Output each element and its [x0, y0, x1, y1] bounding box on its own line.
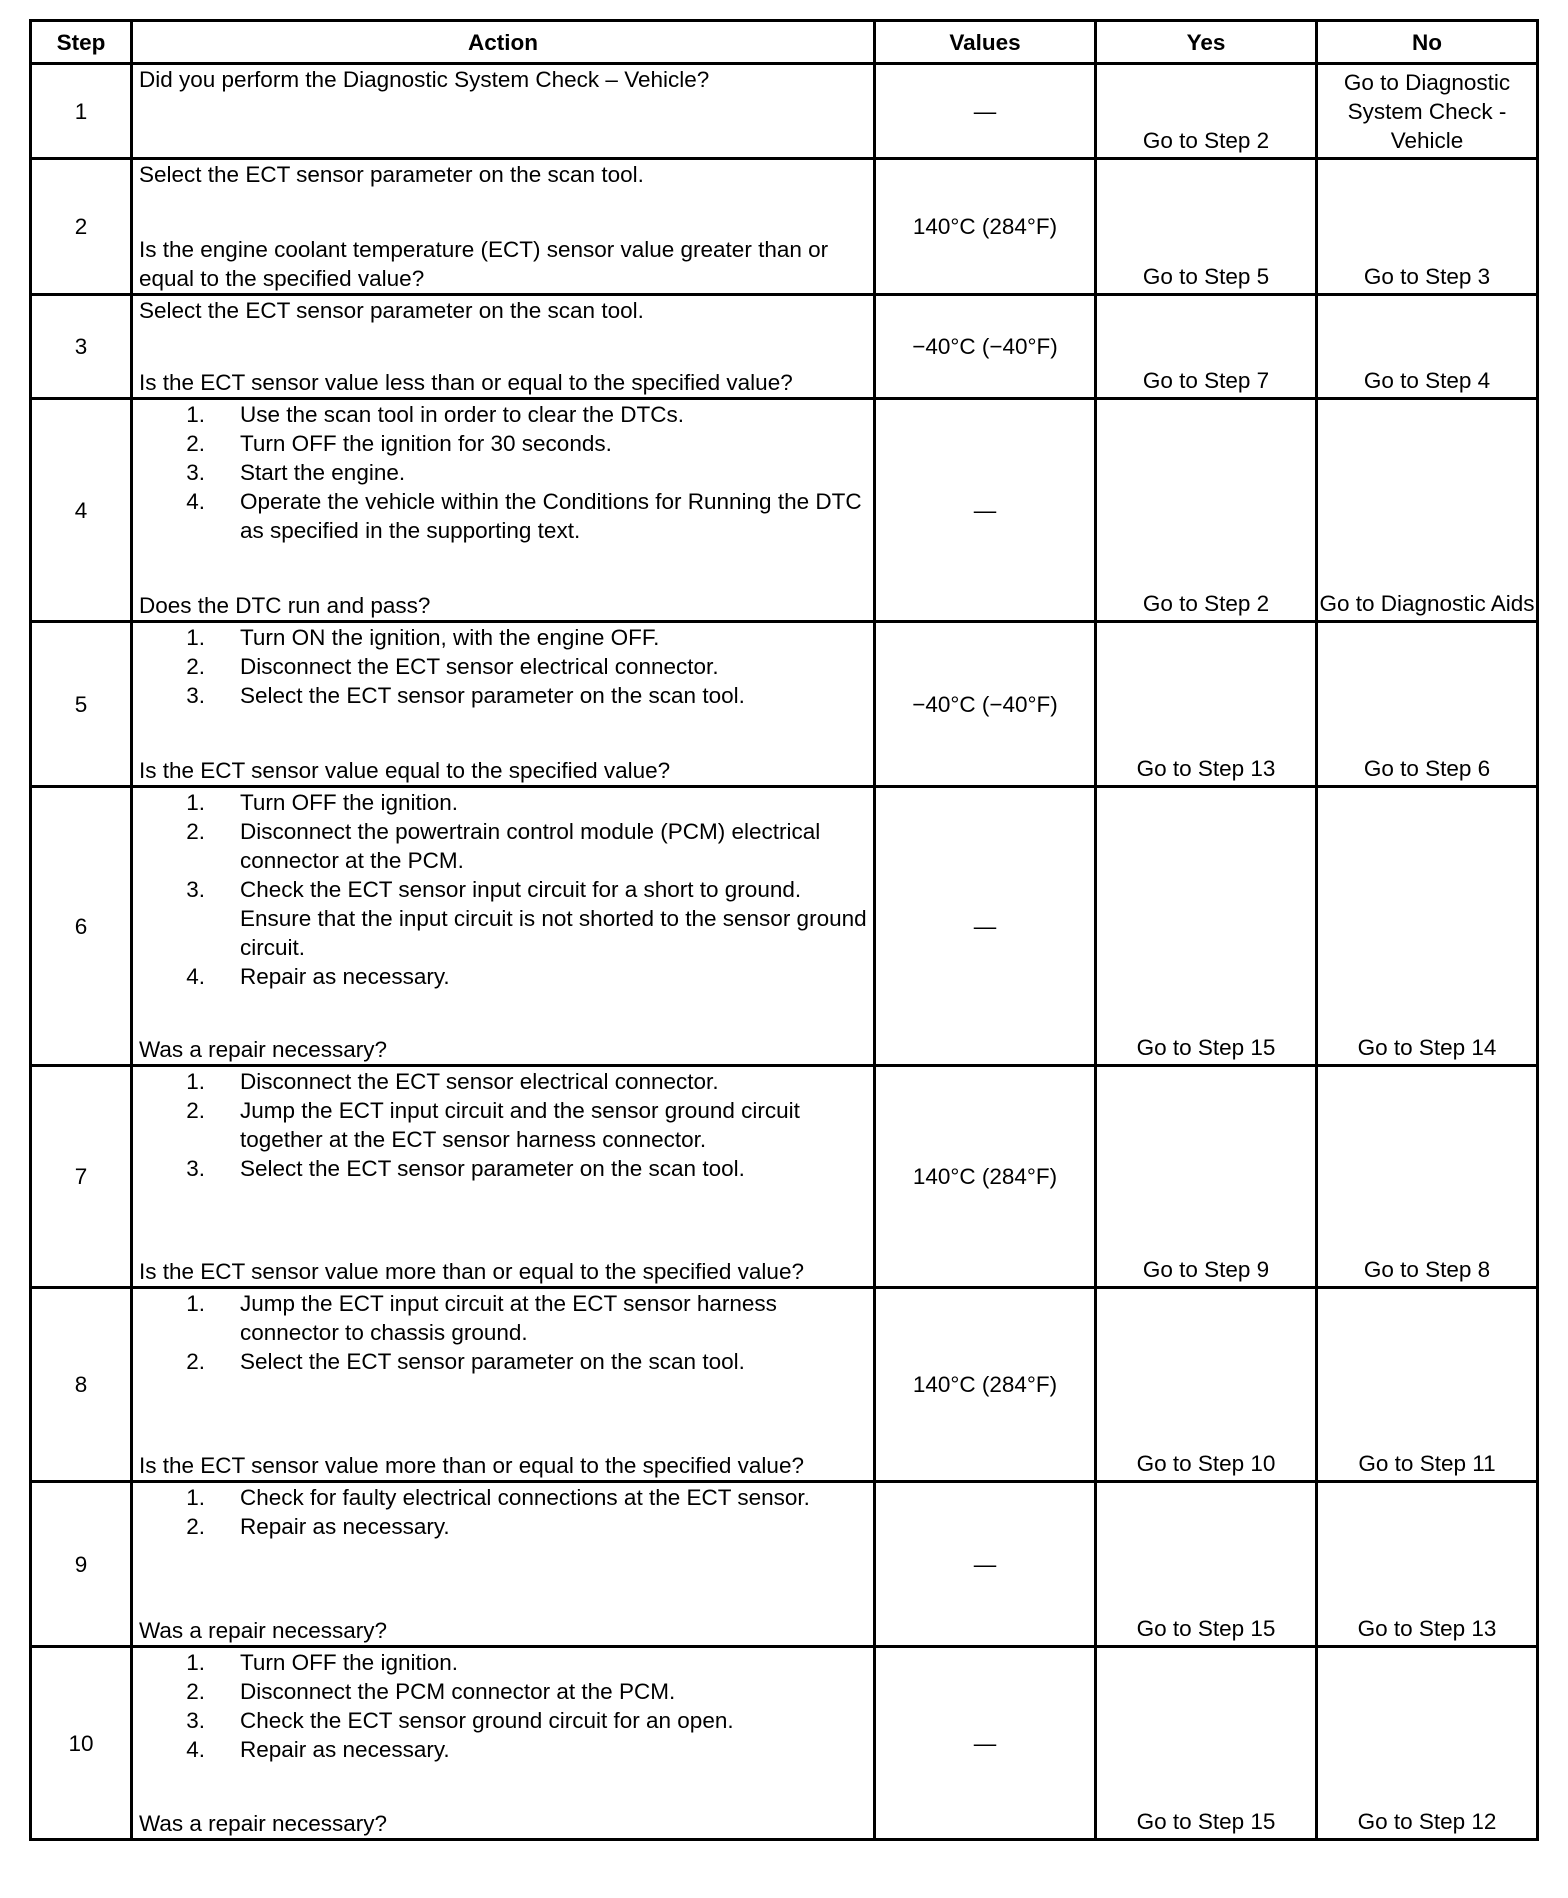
- action-step-item: [139, 1289, 869, 1347]
- item-number: 1.: [186, 1650, 205, 1675]
- no-cell: Go to Step 14: [1317, 787, 1538, 1066]
- table-row: [31, 159, 1538, 295]
- action-step-item: [139, 1483, 869, 1512]
- item-text: Disconnect the ECT sensor electrical connector.: [240, 1069, 719, 1094]
- action-step-item: [139, 623, 869, 652]
- value-cell: —: [875, 787, 1096, 1066]
- item-number: 3.: [186, 683, 205, 708]
- action-step-item: [139, 1154, 869, 1183]
- item-text: Turn OFF the ignition.: [240, 1650, 459, 1675]
- action-step-item: [139, 458, 869, 487]
- no-cell: Go to Step 12: [1317, 1647, 1538, 1840]
- value-cell: —: [875, 399, 1096, 622]
- item-text: Select the ECT sensor parameter on the scan tool.: [240, 1156, 745, 1181]
- item-number: 1.: [186, 1069, 205, 1094]
- item-text: Select the ECT sensor parameter on the scan tool.: [240, 683, 745, 708]
- item-number: 2.: [186, 1349, 205, 1374]
- table-row: [31, 64, 1538, 159]
- table-row: [31, 1288, 1538, 1482]
- yes-cell: Go to Step 15: [1096, 787, 1317, 1066]
- no-cell: Go to Diagnostic System Check - Vehicle: [1317, 64, 1538, 159]
- table-row: [31, 399, 1538, 622]
- action-intro: Did you perform the Diagnostic System Check – Vehicle?: [139, 67, 710, 92]
- value-cell: −40°C (−40°F): [875, 622, 1096, 787]
- table-row: [31, 622, 1538, 787]
- no-cell: Go to Step 8: [1317, 1066, 1538, 1288]
- step-number: 4: [31, 399, 132, 622]
- table-row: [31, 295, 1538, 399]
- action-cell: [132, 1066, 875, 1288]
- step-number: 9: [31, 1482, 132, 1647]
- item-number: 4.: [186, 489, 205, 514]
- action-step-item: [139, 1677, 869, 1706]
- action-question: Was a repair necessary?: [139, 1618, 388, 1643]
- header-values: Values: [875, 21, 1096, 64]
- value-cell: 140°C (284°F): [875, 1066, 1096, 1288]
- item-text: Turn OFF the ignition for 30 seconds.: [240, 431, 612, 456]
- action-cell: [132, 787, 875, 1066]
- action-cell: [132, 1647, 875, 1840]
- action-cell: [132, 399, 875, 622]
- header-step: Step: [31, 21, 132, 64]
- action-cell: [132, 1482, 875, 1647]
- step-number: 10: [31, 1647, 132, 1840]
- step-number: 1: [31, 64, 132, 159]
- item-text: Jump the ECT input circuit at the ECT sensor harness connector to chassis ground.: [240, 1291, 777, 1345]
- header-yes: Yes: [1096, 21, 1317, 64]
- no-cell: Go to Step 4: [1317, 295, 1538, 399]
- value-cell: 140°C (284°F): [875, 159, 1096, 295]
- action-cell: [132, 159, 875, 295]
- action-question: Is the engine coolant temperature (ECT) sensor value greater than or equal to the specified value?: [139, 237, 829, 291]
- step-number: 7: [31, 1066, 132, 1288]
- item-number: 1.: [186, 1291, 205, 1316]
- no-cell: Go to Step 13: [1317, 1482, 1538, 1647]
- item-text: Turn ON the ignition, with the engine OFF.: [240, 625, 660, 650]
- no-cell: Go to Step 3: [1317, 159, 1538, 295]
- item-number: 2.: [186, 654, 205, 679]
- yes-cell: Go to Step 2: [1096, 64, 1317, 159]
- action-question: Does the DTC run and pass?: [139, 593, 431, 618]
- table-row: [31, 787, 1538, 1066]
- action-step-item: [139, 788, 869, 817]
- action-step-item: [139, 681, 869, 710]
- action-step-item: [139, 652, 869, 681]
- yes-cell: Go to Step 7: [1096, 295, 1317, 399]
- no-cell: Go to Step 11: [1317, 1288, 1538, 1482]
- item-text: Select the ECT sensor parameter on the scan tool.: [240, 1349, 745, 1374]
- item-number: 2.: [186, 431, 205, 456]
- table-row: [31, 1066, 1538, 1288]
- action-question: Is the ECT sensor value more than or equal to the specified value?: [139, 1259, 804, 1284]
- header-action: Action: [132, 21, 875, 64]
- header-row: [31, 21, 1538, 64]
- item-number: 2.: [186, 819, 205, 844]
- action-step-item: [139, 487, 869, 545]
- item-text: Operate the vehicle within the Conditions for Running the DTC as specified in the supporting text.: [240, 489, 862, 543]
- item-number: 3.: [186, 1708, 205, 1733]
- value-cell: —: [875, 64, 1096, 159]
- no-cell: Go to Diagnostic Aids: [1317, 399, 1538, 622]
- action-step-item: [139, 1347, 869, 1376]
- diagnostic-table: [29, 19, 1539, 1841]
- item-text: Check the ECT sensor ground circuit for an open.: [240, 1708, 734, 1733]
- item-number: 1.: [186, 1485, 205, 1510]
- header-no: No: [1317, 21, 1538, 64]
- item-text: Repair as necessary.: [240, 1514, 450, 1539]
- yes-cell: Go to Step 5: [1096, 159, 1317, 295]
- action-step-item: [139, 429, 869, 458]
- item-number: 3.: [186, 877, 205, 902]
- step-number: 8: [31, 1288, 132, 1482]
- item-number: 2.: [186, 1514, 205, 1539]
- yes-cell: Go to Step 15: [1096, 1482, 1317, 1647]
- item-text: Check for faulty electrical connections at the ECT sensor.: [240, 1485, 810, 1510]
- action-step-item: [139, 875, 869, 962]
- step-number: 3: [31, 295, 132, 399]
- action-question: Is the ECT sensor value more than or equal to the specified value?: [139, 1453, 804, 1478]
- action-cell: [132, 622, 875, 787]
- value-cell: 140°C (284°F): [875, 1288, 1096, 1482]
- yes-cell: Go to Step 13: [1096, 622, 1317, 787]
- item-text: Disconnect the ECT sensor electrical connector.: [240, 654, 719, 679]
- action-step-item: [139, 1512, 869, 1541]
- item-number: 3.: [186, 460, 205, 485]
- action-step-item: [139, 1648, 869, 1677]
- value-cell: —: [875, 1482, 1096, 1647]
- action-step-item: [139, 1706, 869, 1735]
- action-step-item: [139, 1096, 869, 1154]
- value-cell: —: [875, 1647, 1096, 1840]
- item-text: Disconnect the powertrain control module (PCM) electrical connector at the PCM.: [240, 819, 821, 873]
- step-number: 2: [31, 159, 132, 295]
- item-number: 4.: [186, 1737, 205, 1762]
- item-number: 1.: [186, 402, 205, 427]
- action-step-item: [139, 817, 869, 875]
- action-question: Is the ECT sensor value less than or equal to the specified value?: [139, 370, 793, 395]
- action-intro: Select the ECT sensor parameter on the scan tool.: [139, 298, 644, 323]
- item-text: Start the engine.: [240, 460, 406, 485]
- step-number: 5: [31, 622, 132, 787]
- item-number: 4.: [186, 964, 205, 989]
- table-row: [31, 1482, 1538, 1647]
- item-text: Turn OFF the ignition.: [240, 790, 459, 815]
- yes-cell: Go to Step 10: [1096, 1288, 1317, 1482]
- item-text: Repair as necessary.: [240, 964, 450, 989]
- item-number: 2.: [186, 1679, 205, 1704]
- step-number: 6: [31, 787, 132, 1066]
- action-cell: [132, 1288, 875, 1482]
- item-number: 1.: [186, 790, 205, 815]
- item-number: 2.: [186, 1098, 205, 1123]
- item-text: Repair as necessary.: [240, 1737, 450, 1762]
- action-step-item: [139, 400, 869, 429]
- table-row: [31, 1647, 1538, 1840]
- action-step-item: [139, 1735, 869, 1764]
- item-text: Use the scan tool in order to clear the DTCs.: [240, 402, 684, 427]
- action-question: Was a repair necessary?: [139, 1811, 388, 1836]
- item-text: Jump the ECT input circuit and the sensor ground circuit together at the ECT sensor harness connector.: [240, 1098, 800, 1152]
- yes-cell: Go to Step 9: [1096, 1066, 1317, 1288]
- item-number: 3.: [186, 1156, 205, 1181]
- action-cell: [132, 64, 875, 159]
- action-question: Is the ECT sensor value equal to the specified value?: [139, 758, 671, 783]
- item-text: Check the ECT sensor input circuit for a short to ground. Ensure that the input circuit is not shorted to the sensor ground circuit.: [240, 877, 867, 960]
- action-intro: Select the ECT sensor parameter on the scan tool.: [139, 162, 644, 187]
- yes-cell: Go to Step 2: [1096, 399, 1317, 622]
- item-number: 1.: [186, 625, 205, 650]
- yes-cell: Go to Step 15: [1096, 1647, 1317, 1840]
- action-step-item: [139, 1067, 869, 1096]
- item-text: Disconnect the PCM connector at the PCM.: [240, 1679, 676, 1704]
- action-step-item: [139, 962, 869, 991]
- no-cell: Go to Step 6: [1317, 622, 1538, 787]
- action-question: Was a repair necessary?: [139, 1037, 388, 1062]
- value-cell: −40°C (−40°F): [875, 295, 1096, 399]
- action-cell: [132, 295, 875, 399]
